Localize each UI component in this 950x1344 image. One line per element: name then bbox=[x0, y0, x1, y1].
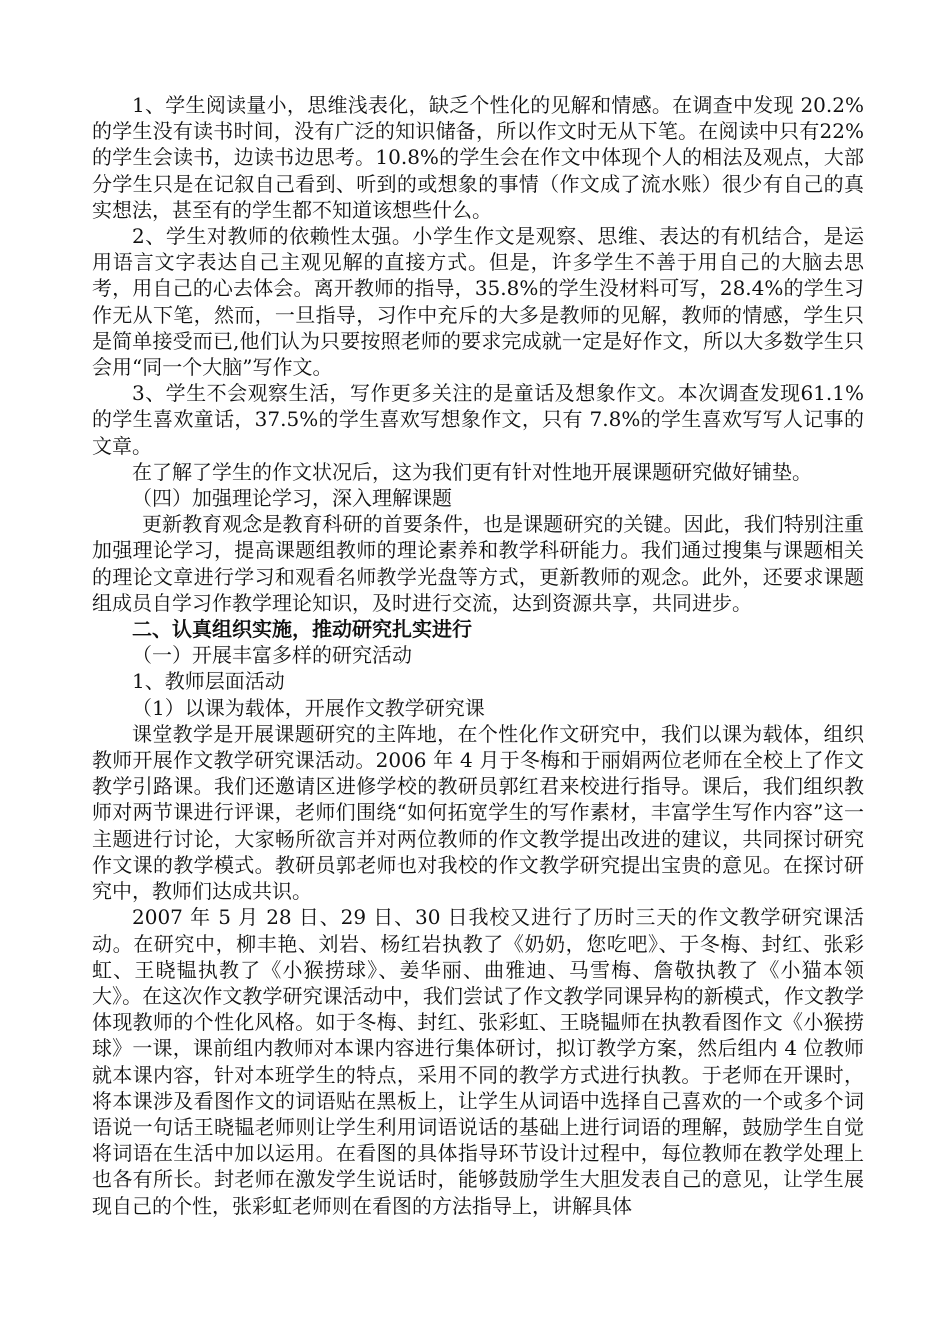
document-page bbox=[92, 92, 864, 1219]
paragraph-summary: 在了解了学生的作文状况后，这为我们更有针对性地开展课题研究做好铺垫。 bbox=[132, 459, 812, 484]
chapter-heading-implementation: 二、认真组织实施，推动研究扎实进行 bbox=[132, 617, 472, 642]
paragraph-classroom-teaching: 课堂教学是开展课题研究的主阵地，在个性化作文研究中，我们以课为载体，组织教师开展作文教学研究课活动。2006 年 4 月于冬梅和于丽娟两位老师在全校上了作文教学引路课。我们还邀请区进修学校的教研员郭红君来校进行指导。课后，我们组织教师对两节课进行评课，老师们围绕“如何拓宽学生的写作素材，丰富学生写作内容”这一主题进行讨论，大家畅所欲言并对两位教师的作文教学提出改进的建议，共同探讨研究作文课的教学模式。教研员郭老师也对我校的作文教学研究提出宝贵的意见。在探讨研究中，教师们达成共识。 bbox=[92, 721, 864, 904]
paragraph-reading-habits: 1、学生阅读量小，思维浅表化，缺乏个性化的见解和情感。在调查中发现 20.2%的学生没有读书时间，没有广泛的知识储备，所以作文时无从下笔。在阅读中只有22%的学生会读书，边读书边思考。10.8%的学生会在作文中体现个人的相法及观点，大部分学生只是在记叙自己看到、听到的或想象的事情（作文成了流水账）很少有自己的真实想法，甚至有的学生都不知道该想些什么。 bbox=[92, 93, 864, 222]
section-heading-activities: （一）开展丰富多样的研究活动 bbox=[132, 643, 412, 668]
subsection-heading-research-lesson: （1）以课为载体，开展作文教学研究课 bbox=[132, 695, 485, 720]
section-heading-theory-study: （四）加强理论学习，深入理解课题 bbox=[132, 486, 452, 511]
subsection-heading-teacher-level: 1、教师层面活动 bbox=[132, 669, 285, 694]
paragraph-2007-activity: 2007 年 5 月 28 日、29 日、30 日我校又进行了历时三天的作文教学研究课活动。在研究中，柳丰艳、刘岩、杨红岩执教了《奶奶，您吃吧》、于冬梅、封红、张彩虹、王晓韫执教了《小猴捞球》、姜华丽、曲雅迪、马雪梅、詹敬执教了《小猫本领大》。在这次作文教学研究课活动中，我们尝试了作文教学同课异构的新模式，作文教学体现教师的个性化风格。如于冬梅、封红、张彩虹、王晓韫师在执教看图作文《小猴捞球》一课，课前组内教师对本课内容进行集体研讨，拟订教学方案，然后组内 4 位教师就本课内容，针对本班学生的特点，采用不同的教学方式进行执教。于老师在开课时，将本课涉及看图作文的词语贴在黑板上，让学生从词语中选择自己喜欢的一个或多个词语说一句话王晓韫老师则让学生利用词语说话的基础上进行词语的理解，鼓励学生自觉将词语在生活中加以运用。在看图的具体指导环节设计过程中，每位教师在教学处理上也各有所长。封老师在激发学生说话时，能够鼓励学生大胆发表自己的意见，让学生展现自己的个性，张彩虹老师则在看图的方法指导上，讲解具体 bbox=[92, 905, 864, 1218]
paragraph-observation: 3、学生不会观察生活，写作更多关注的是童话及想象作文。本次调查发现61.1%的学生喜欢童话，37.5%的学生喜欢写想象作文，只有 7.8%的学生喜欢写写人记事的文章。 bbox=[92, 381, 864, 458]
paragraph-teacher-dependence: 2、学生对教师的依赖性太强。小学生作文是观察、思维、表达的有机结合，是运用语言文字表达自己主观见解的直接方式。但是，许多学生不善于用自己的大脑去思考，用自己的心去体会。离开教师的指导，35.8%的学生没材料可写，28.4%的学生习作无从下笔，然而，一旦指导，习作中充斥的大多是教师的见解，教师的情感，学生只是简单接受而已,他们认为只要按照老师的要求完成就一定是好作文，所以大多数学生只会用“同一个大脑”写作文。 bbox=[92, 224, 864, 380]
paragraph-theory-study: 更新教育观念是教育科研的首要条件，也是课题研究的关键。因此，我们特别注重加强理论学习，提高课题组教师的理论素养和教学科研能力。我们通过搜集与课题相关的理论文章进行学习和观看名师教学光盘等方式，更新教师的观念。此外，还要求课题组成员自学习作教学理论知识，及时进行交流，达到资源共享，共同进步。 bbox=[92, 512, 864, 615]
